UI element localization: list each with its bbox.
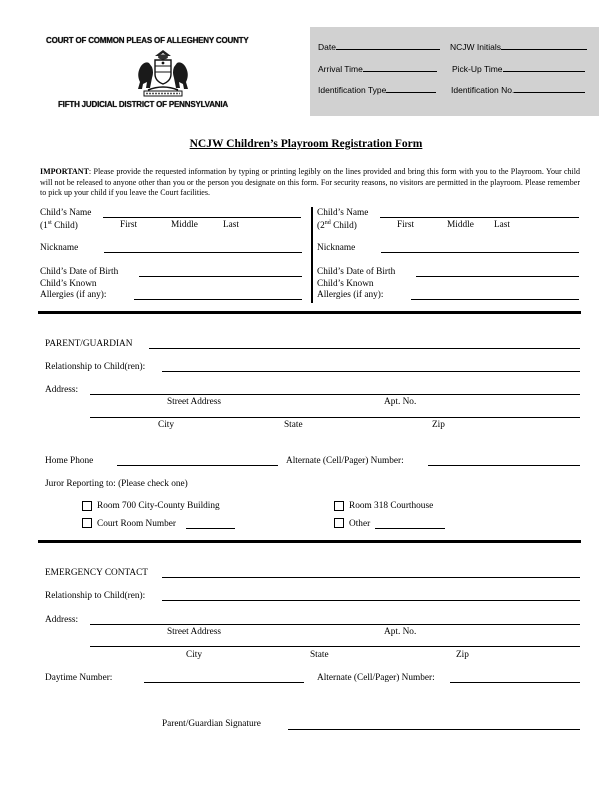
parent-address-label: Address: [45,385,79,395]
child1-first-label: First [120,220,138,230]
child1-ordinal: (1st Child) [40,220,78,232]
important-notice [40,167,580,199]
courtroom-number-field[interactable] [186,528,235,529]
child2-allergies-label: Allergies (if any): [317,290,384,300]
id-no-label: Identification No. [451,85,515,95]
emergency-city-label: City [186,650,203,660]
emergency-address-label: Address: [45,615,79,625]
child1-nickname-field[interactable] [104,252,302,253]
emergency-heading: EMERGENCY CONTACT [45,568,148,578]
child2-last-label: Last [494,220,511,230]
parent-apt-label: Apt. No. [384,397,417,407]
child2-dob-label: Child’s Date of Birth [317,267,396,277]
section-divider [38,540,581,543]
signature-label: Parent/Guardian Signature [162,719,261,729]
home-phone-field[interactable] [117,465,278,466]
parent-name-field[interactable] [149,348,580,349]
emergency-address-line2[interactable] [90,646,580,647]
child2-allergies-field[interactable] [411,299,579,300]
child1-last-label: Last [223,220,240,230]
child1-dob-label: Child’s Date of Birth [40,267,119,277]
courtroom-label: Court Room Number [97,519,177,529]
parent-heading: PARENT/GUARDIAN [45,339,133,349]
child2-ordinal: (2nd Child) [317,220,357,232]
parent-alternate-field[interactable] [428,465,580,466]
important-label: IMPORTANT [40,167,89,176]
child1-dob-field[interactable] [139,276,302,277]
other-checkbox[interactable] [334,518,344,528]
emergency-relationship-label: Relationship to Child(ren): [45,591,146,601]
emergency-name-field[interactable] [162,577,580,578]
child1-allergies-label: Allergies (if any): [40,290,107,300]
emergency-street-label: Street Address [167,627,221,637]
child1-middle-label: Middle [171,220,198,230]
emergency-state-label: State [310,650,329,660]
juror-reporting-label: Juror Reporting to: (Please check one) [45,479,188,489]
courtroom-checkbox[interactable] [82,518,92,528]
ncjw-initials-field[interactable] [501,41,587,50]
child2-nickname-field[interactable] [381,252,579,253]
parent-relationship-field[interactable] [162,371,580,372]
id-type-label: Identification Type [318,85,387,95]
emergency-relationship-field[interactable] [162,600,580,601]
parent-zip-label: Zip [432,420,445,430]
child1-allergies-field[interactable] [134,299,302,300]
parent-state-label: State [284,420,303,430]
important-text: : Please provide the requested information by typing or printing legibly on the lines provided and bring this form with you to the Playroom. Your child will not be released to anyone other than you or the person you designate on this form. For security reasons, no visitors are permitted in the playroom. Please remember to pick up your child if you leave the Court facilities. [40,167,580,197]
child1-known-label: Child’s Known [40,279,97,289]
office-use-box [310,27,599,116]
home-phone-label: Home Phone [45,456,94,466]
child1-name-label: Child’s Name [40,208,92,218]
section-divider [38,311,581,314]
emergency-address-line1[interactable] [90,624,580,625]
court-name: COURT OF COMMON PLEAS OF ALLEGHENY COUNTY [46,36,249,45]
child-column-divider [311,207,313,303]
arrival-time-label: Arrival Time [318,64,363,74]
child2-known-label: Child’s Known [317,279,374,289]
room700-label: Room 700 City-County Building [97,501,220,511]
child2-nickname-label: Nickname [317,243,356,253]
child2-name-field[interactable] [380,217,579,218]
child2-middle-label: Middle [447,220,474,230]
child1-name-field[interactable] [103,217,301,218]
parent-address-line1[interactable] [90,394,580,395]
arrival-time-field[interactable] [363,63,437,72]
pickup-time-label: Pick-Up Time [452,64,503,74]
pennsylvania-seal-icon [128,48,198,100]
form-title: NCJW Children’s Playroom Registration Form [189,138,423,150]
parent-relationship-label: Relationship to Child(ren): [45,362,146,372]
id-no-field[interactable] [514,84,585,93]
emergency-apt-label: Apt. No. [384,627,417,637]
signature-field[interactable] [288,729,580,730]
district-name: FIFTH JUDICIAL DISTRICT OF PENNSYLVANIA [58,100,228,109]
daytime-number-field[interactable] [144,682,304,683]
room700-checkbox[interactable] [82,501,92,511]
date-label: Date [318,42,336,52]
room318-label: Room 318 Courthouse [349,501,434,511]
child1-nickname-label: Nickname [40,243,79,253]
parent-address-line2[interactable] [90,417,580,418]
emergency-alternate-label: Alternate (Cell/Pager) Number: [317,673,435,683]
emergency-zip-label: Zip [456,650,469,660]
child2-first-label: First [397,220,415,230]
parent-alternate-label: Alternate (Cell/Pager) Number: [286,456,404,466]
parent-street-label: Street Address [167,397,221,407]
child2-name-label: Child’s Name [317,208,369,218]
emergency-alternate-field[interactable] [450,682,580,683]
other-label: Other [349,519,371,529]
pickup-time-field[interactable] [503,63,585,72]
ncjw-initials-label: NCJW Initials [450,42,502,52]
date-field[interactable] [336,41,440,50]
parent-city-label: City [158,420,175,430]
room318-checkbox[interactable] [334,501,344,511]
daytime-number-label: Daytime Number: [45,673,113,683]
other-field[interactable] [375,528,445,529]
child2-dob-field[interactable] [416,276,579,277]
id-type-field[interactable] [386,84,436,93]
